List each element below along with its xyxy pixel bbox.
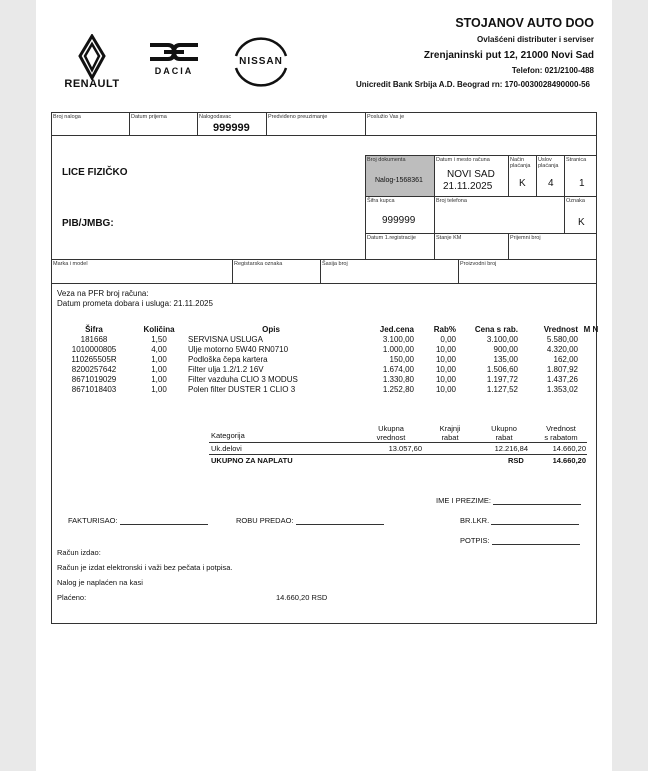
col-kolicina: Količina: [143, 325, 175, 334]
predvidjeno-cell: [266, 112, 366, 136]
cell-kolicina: 1,00: [151, 355, 167, 364]
table-row: [56, 355, 602, 365]
stranica-value: 1: [579, 178, 585, 189]
dacia-logo: [146, 42, 206, 82]
pfr-reference: Veza na PFR broj računa:: [57, 289, 149, 298]
ukupna-vrednost-line1: Ukupna: [378, 424, 404, 433]
fakturisao-label: FAKTURISAO:: [68, 516, 118, 525]
marka-model-label: Marka i model: [53, 261, 88, 267]
ukupna-vrednost-line2: vrednost: [376, 433, 406, 442]
items-body: [56, 335, 602, 395]
ukupno-rabat-header: [481, 424, 527, 442]
robu-predao-field: [236, 516, 384, 525]
br-lkr-line: [491, 524, 579, 525]
stanje-km-label: Stanje KM: [436, 235, 462, 241]
placeno-label: Plaćeno:: [57, 593, 87, 602]
fakturisao-line: [120, 524, 208, 525]
cell-rabat: 0,00: [440, 335, 456, 344]
nalog-naplacen: Nalog je naplaćen na kasi: [57, 578, 143, 587]
cell-mn: [580, 365, 602, 375]
col-vrednost: Vrednost: [543, 325, 578, 334]
cell-cena-s-rab: 3.100,00: [486, 335, 518, 344]
cell-opis: Polen filter DUSTER 1 CLIO 3: [188, 385, 296, 394]
ukupno-value: 14.660,20: [552, 456, 586, 465]
dacia-mark-icon: [146, 42, 202, 62]
customer-name: LICE FIZIČKO: [62, 167, 128, 178]
dacia-wordmark: DACIA: [154, 66, 194, 76]
br-lkr-field: [460, 516, 579, 525]
summary-divider: [209, 442, 587, 443]
company-subtitle: Ovlašćeni distributer i serviser: [477, 35, 594, 44]
ime-prezime-field: [436, 496, 581, 505]
renault-logo: [60, 34, 124, 90]
sasija-label: Šasija broj: [322, 261, 348, 267]
cell-rabat: 10,00: [435, 365, 456, 374]
registarska-oznaka-cell: [232, 259, 321, 284]
broj-telefona-label: Broj telefona: [436, 198, 467, 204]
uslov-placanja-cell: [536, 155, 565, 197]
ukupna-vrednost-header: [362, 424, 420, 442]
datum-mesto-cell: [434, 155, 509, 197]
table-row: [56, 375, 602, 385]
nalogodavac-cell: [197, 112, 267, 136]
broj-dokumenta-value: Nalog-1568361: [375, 177, 423, 184]
cell-jed-cena: 1.330,80: [382, 375, 414, 384]
cell-kolicina: 1,00: [151, 365, 167, 374]
uk-delovi-s-rabatom: 14.660,20: [552, 444, 586, 453]
ukupno-rabat-line1: Ukupno: [491, 424, 517, 433]
cell-sifra: 1010000805: [71, 345, 117, 354]
cell-kolicina: 1,00: [151, 385, 167, 394]
krajnji-rabat-header: [428, 424, 472, 442]
nacin-label: Način plaćanja: [510, 157, 531, 169]
robu-predao-line: [296, 524, 384, 525]
col-mn: M N: [583, 325, 599, 334]
renault-diamond-icon: [60, 34, 124, 80]
broj-dokumenta-label: Broj dokumenta: [367, 157, 406, 163]
oznaka-cell: [564, 196, 597, 234]
racun-elektronski: Račun je izdat elektronski i važi bez pečata i potpisa.: [57, 563, 233, 572]
cell-mn: [580, 375, 602, 385]
cell-vrednost: 1.807,92: [546, 365, 578, 374]
cell-jed-cena: 150,00: [389, 355, 414, 364]
col-rabat: Rab%: [433, 325, 456, 334]
cell-kolicina: 1,50: [151, 335, 167, 344]
placeno-value: 14.660,20 RSD: [276, 593, 328, 602]
prijemni-broj-cell: [508, 233, 597, 260]
cell-cena-s-rab: 1.197,72: [486, 375, 518, 384]
col-sifra: Šifra: [85, 325, 103, 334]
posluzio-cell: [365, 112, 597, 136]
vrednost-s-rabatom-header: [536, 424, 586, 442]
proizvodni-broj-cell: [458, 259, 597, 284]
cell-vrednost: 1.437,26: [546, 375, 578, 384]
cell-cena-s-rab: 1.127,52: [486, 385, 518, 394]
sifra-kupca-label: Šifra kupca: [367, 198, 395, 204]
datum-prijema-label: Datum prijema: [131, 114, 167, 120]
cell-mn: [580, 385, 602, 395]
stanje-km-cell: [434, 233, 509, 260]
krajnji-rabat-line2: rabat: [441, 433, 459, 442]
datum-prijema-cell: [129, 112, 198, 136]
cell-cena-s-rab: 1.506,60: [486, 365, 518, 374]
broj-naloga-label: Broj naloga: [53, 114, 81, 120]
cell-jed-cena: 1.000,00: [382, 345, 414, 354]
posluzio-label: Poslužio Vas je: [367, 114, 405, 120]
table-row: [56, 345, 602, 355]
cell-opis: Ulje motorno 5W40 RN0710: [188, 345, 289, 354]
mesto-value: NOVI SAD: [447, 169, 495, 180]
vrednost-s-rabatom-line2: s rabatom: [544, 433, 578, 442]
potpis-label: POTPIS:: [460, 536, 490, 545]
cell-vrednost: 4.320,00: [546, 345, 578, 354]
cell-opis: Filter vazduha CLIO 3 MODUS: [188, 375, 298, 384]
cell-cena-s-rab: 900,00: [493, 345, 518, 354]
cell-sifra: 8200257642: [71, 365, 117, 374]
cell-rabat: 10,00: [435, 385, 456, 394]
datum-registracije-label: Datum 1.registracije: [367, 235, 416, 241]
cell-opis: Filter ulja 1.2/1.2 16V: [188, 365, 264, 374]
oznaka-label: Oznaka: [566, 198, 585, 204]
datum-value: 21.11.2025: [443, 181, 493, 192]
cell-jed-cena: 1.252,80: [382, 385, 414, 394]
vrednost-s-rabatom-line1: Vrednost: [546, 424, 576, 433]
pib-jmbg-label: PIB/JMBG:: [62, 218, 114, 229]
cell-opis: Podloška čepa kartera: [188, 355, 268, 364]
cell-mn: [580, 335, 602, 345]
datum-mesto-label: Datum i mesto računa: [436, 157, 490, 163]
table-row: [56, 365, 602, 375]
oznaka-value: K: [578, 217, 585, 228]
robu-predao-label: ROBU PREDAO:: [236, 516, 294, 525]
proizvodni-broj-label: Proizvodni broj: [460, 261, 497, 267]
items-table: [56, 325, 602, 395]
cell-mn: [580, 345, 602, 355]
cell-vrednost: 162,00: [553, 355, 578, 364]
company-bank: Unicredit Bank Srbija A.D. Beograd rn: 170-0030028490000-56: [355, 80, 590, 89]
racun-izdao: Račun izdao:: [57, 548, 101, 557]
stranica-label: Stranica: [566, 157, 587, 163]
ukupno-rabat-line2: rabat: [495, 433, 513, 442]
uk-delovi-label: Uk.delovi: [211, 444, 242, 453]
ukupno-za-naplatu-label: UKUPNO ZA NAPLATU: [211, 456, 293, 465]
cell-kolicina: 4,00: [151, 345, 167, 354]
prijemni-broj-label: Prijemni broj: [510, 235, 541, 241]
table-row: [56, 335, 602, 345]
cell-rabat: 10,00: [435, 345, 456, 354]
company-phone: Telefon: 021/2100-488: [511, 66, 594, 75]
invoice-page: [36, 0, 612, 771]
nalogodavac-value: 999999: [213, 122, 250, 134]
sifra-kupca-cell: [365, 196, 435, 234]
col-jed-cena: Jed.cena: [379, 325, 414, 334]
uslov-value: 4: [548, 178, 554, 189]
uk-delovi-vrednost: 13.057,60: [388, 444, 422, 453]
company-address: Zrenjaninski put 12, 21000 Novi Sad: [423, 50, 594, 61]
uslov-label: Uslov plaćanja: [538, 157, 559, 169]
cell-vrednost: 5.580,00: [546, 335, 578, 344]
sasija-cell: [320, 259, 459, 284]
uk-delovi-rabat: 12.216,84: [494, 444, 528, 453]
col-opis: Opis: [262, 325, 280, 334]
broj-telefona-cell: [434, 196, 565, 234]
nissan-logo: [228, 36, 294, 88]
potpis-field: [460, 536, 580, 545]
cell-opis: SERVISNA USLUGA: [188, 335, 263, 344]
nacin-placanja-cell: [508, 155, 537, 197]
predvidjeno-label: Predviđeno preuzimanje: [268, 114, 328, 120]
registarska-oznaka-label: Registarska oznaka: [234, 261, 283, 267]
fakturisao-field: [68, 516, 208, 525]
kategorija-label: Kategorija: [211, 431, 245, 440]
cell-cena-s-rab: 135,00: [493, 355, 518, 364]
br-lkr-label: BR.LKR.: [460, 516, 490, 525]
renault-wordmark: RENAULT: [64, 78, 120, 90]
potpis-line: [492, 544, 580, 545]
cell-sifra: 8671019029: [71, 375, 117, 384]
broj-naloga-cell: [51, 112, 130, 136]
cell-sifra: 181668: [80, 335, 108, 344]
cell-sifra: 110265505R: [71, 355, 117, 364]
cell-rabat: 10,00: [435, 375, 456, 384]
cell-mn: [580, 355, 602, 365]
sifra-kupca-value: 999999: [382, 215, 416, 226]
cell-rabat: 10,00: [435, 355, 456, 364]
krajnji-rabat-line1: Krajnji: [439, 424, 461, 433]
cell-jed-cena: 1.674,00: [382, 365, 414, 374]
company-name: STOJANOV AUTO DOO: [455, 16, 594, 30]
cell-vrednost: 1.353,02: [546, 385, 578, 394]
table-row: [56, 385, 602, 395]
table-header-row: [56, 325, 602, 335]
cell-jed-cena: 3.100,00: [382, 335, 414, 344]
col-cena-s-rab: Cena s rab.: [474, 325, 518, 334]
ime-prezime-line: [493, 504, 581, 505]
nacin-value: K: [519, 178, 526, 189]
ime-prezime-label: IME I PREZIME:: [436, 496, 492, 505]
broj-dokumenta-cell: [365, 155, 435, 197]
nissan-wordmark: NISSAN: [239, 56, 283, 67]
total-divider: [209, 454, 587, 455]
ukupno-currency: RSD: [508, 456, 524, 465]
stranica-cell: [564, 155, 597, 197]
datum-prometa: Datum prometa dobara i usluga: 21.11.2025: [57, 299, 213, 308]
cell-sifra: 8671018403: [71, 385, 117, 394]
nalogodavac-label: Nalogodavac: [199, 114, 232, 120]
cell-kolicina: 1,00: [151, 375, 167, 384]
marka-model-cell: [51, 259, 233, 284]
datum-registracije-cell: [365, 233, 435, 260]
